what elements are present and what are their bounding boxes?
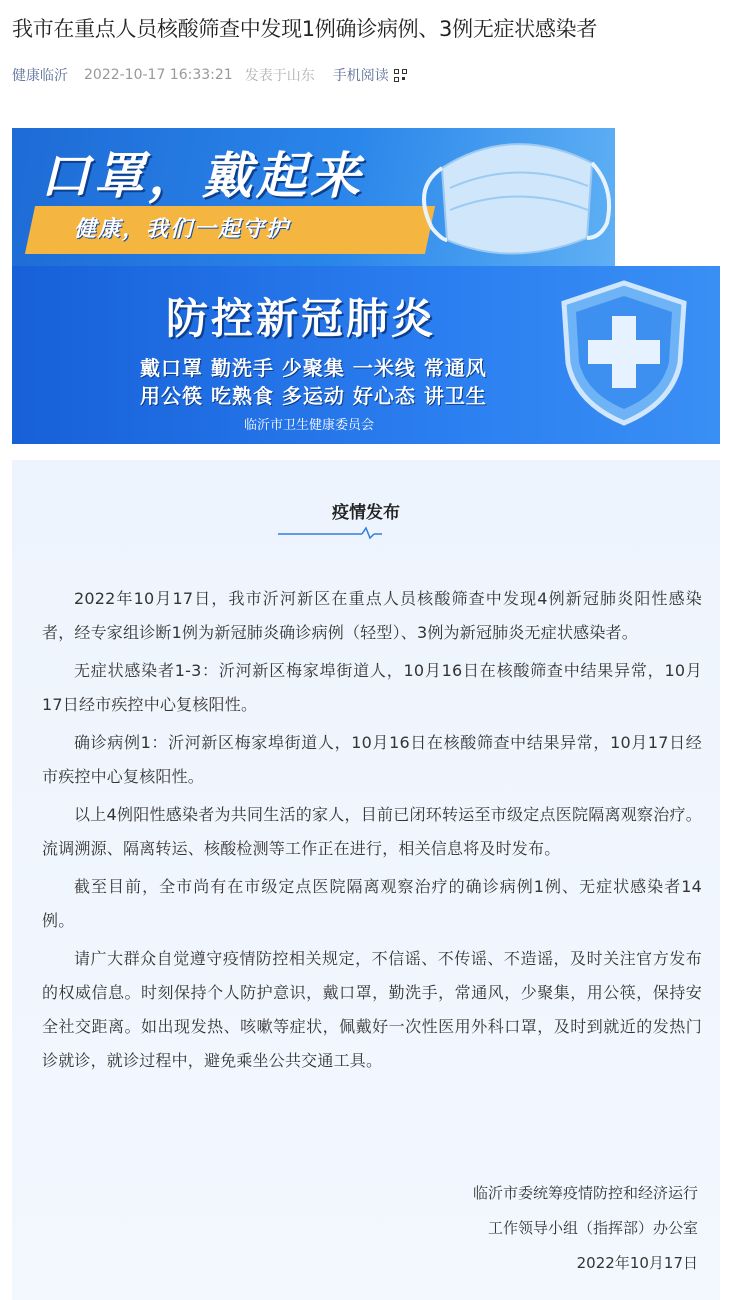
signature-date: 2022年10月17日 xyxy=(576,1254,698,1272)
article-title: 我市在重点人员核酸筛查中发现1例确诊病例、3例无症状感染者 xyxy=(12,17,598,41)
mask-banner-headline: 口罩，戴起来 xyxy=(40,147,364,205)
mobile-read-link[interactable]: 手机阅读 xyxy=(332,68,389,84)
heartbeat-divider-icon xyxy=(278,526,454,540)
article-body-card xyxy=(12,460,720,1300)
covid-banner-headline: 防控新冠肺炎 xyxy=(166,294,437,343)
account-name-link[interactable]: 健康临沂 xyxy=(12,68,68,84)
paragraph: 无症状感染者1-3：沂河新区梅家埠街道人，10月16日在核酸筛查中结果异常，10月17日经市疾控中心复核阳性。 xyxy=(42,661,702,714)
section-title: 疫情发布 xyxy=(332,503,400,523)
covid-banner-line2: 用公筷 吃熟食 多运动 好心态 讲卫生 xyxy=(140,384,487,408)
paragraph: 2022年10月17日，我市沂河新区在重点人员核酸筛查中发现4例新冠肺炎阳性感染者，经专家组诊断1例为新冠肺炎确诊病例（轻型）、3例为新冠肺炎无症状感染者。 xyxy=(42,589,702,642)
medical-shield-icon xyxy=(554,278,694,428)
publish-time: 2022-10-17 16:33:21 xyxy=(84,67,233,83)
paragraph: 截至目前，全市尚有在市级定点医院隔离观察治疗的确诊病例1例、无症状感染者14例。 xyxy=(42,877,702,930)
qr-code-icon[interactable] xyxy=(394,69,407,82)
signature-org-line1: 临沂市委统筹疫情防控和经济运行 xyxy=(472,1184,698,1202)
signature-block xyxy=(473,1176,698,1281)
signature-org-line2: 工作领导小组（指挥部）办公室 xyxy=(487,1219,698,1237)
face-mask-icon xyxy=(412,128,615,266)
publish-location: 发表于山东 xyxy=(244,68,315,84)
paragraph: 以上4例阳性感染者为共同生活的家人，目前已闭环转运至市级定点医院隔离观察治疗。流调溯源、隔离转运、核酸检测等工作正在进行，相关信息将及时发布。 xyxy=(42,805,702,858)
article-content xyxy=(42,582,702,1082)
covid-banner-line1: 戴口罩 勤洗手 少聚集 一米线 常通风 xyxy=(140,356,487,380)
paragraph: 请广大群众自觉遵守疫情防控相关规定，不信谣、不传谣、不造谣，及时关注官方发布的权威信息。时刻保持个人防护意识，戴口罩，勤洗手，常通风，少聚集，用公筷，保持安全社交距离。如出现发热、咳嗽等症状，佩戴好一次性医用外科口罩，及时到就近的发热门诊就诊，就诊过程中，避免乘坐公共交通工具。 xyxy=(42,949,702,1070)
mask-banner-subline: 健康，我们一起守护 xyxy=(74,217,291,242)
mask-promo-banner xyxy=(12,128,615,266)
covid-prevention-banner xyxy=(12,266,720,444)
paragraph: 确诊病例1：沂河新区梅家埠街道人，10月16日在核酸筛查中结果异常，10月17日经市疾控中心复核阳性。 xyxy=(42,733,702,786)
covid-banner-org: 临沂市卫生健康委员会 xyxy=(244,418,375,433)
article-meta xyxy=(12,60,407,90)
